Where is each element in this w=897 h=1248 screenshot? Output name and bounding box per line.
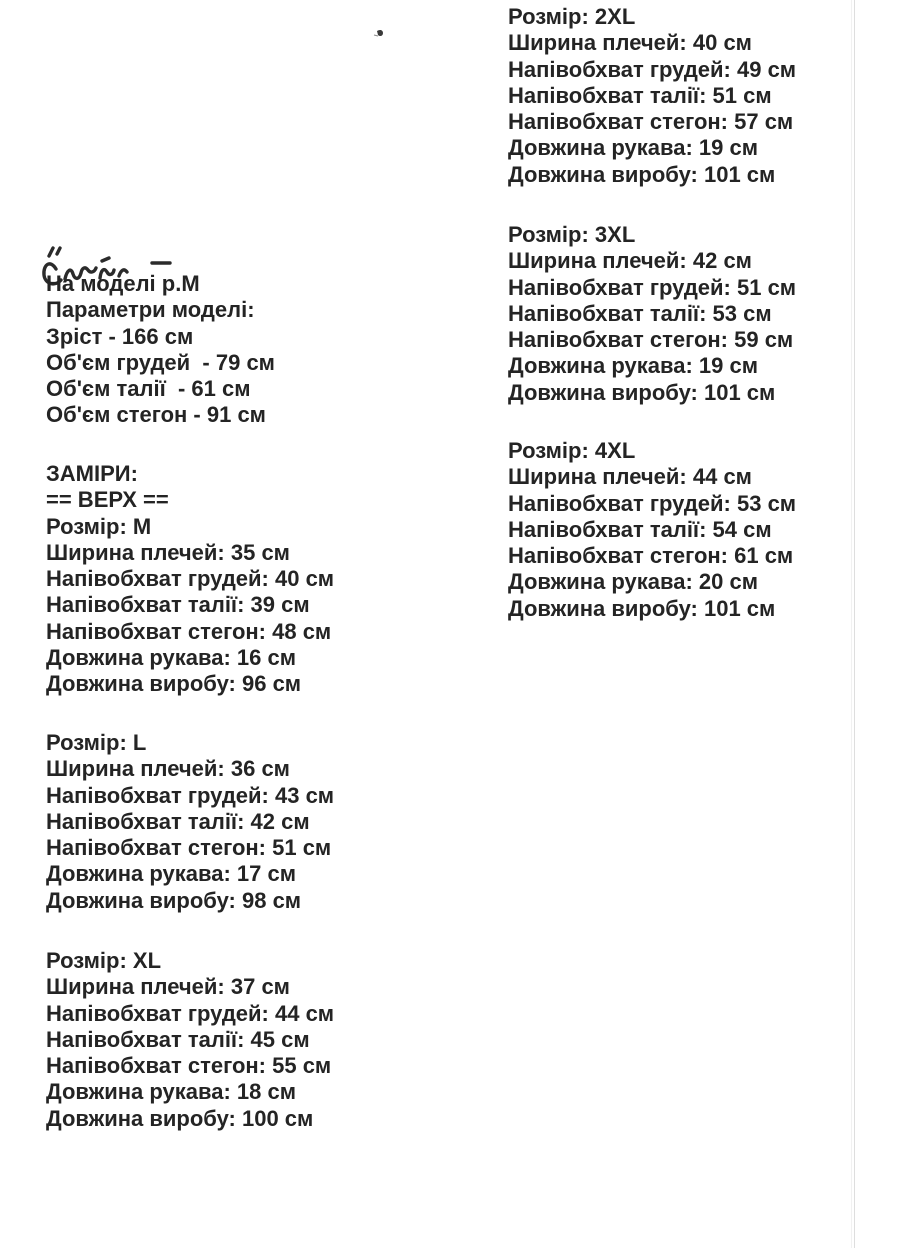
text-line: Об'єм стегон - 91 см xyxy=(46,402,266,428)
text-line: Довжина рукава: 18 см xyxy=(46,1079,297,1105)
text-line: Напівобхват стегон: 57 см xyxy=(508,109,794,135)
text-line: Напівобхват грудей: 51 см xyxy=(508,274,797,300)
text-line: Довжина виробу: 101 см xyxy=(508,379,776,405)
text-line: Довжина виробу: 98 см xyxy=(46,887,302,913)
model-params-block xyxy=(46,271,275,429)
text-line: Довжина виробу: 96 см xyxy=(46,671,302,697)
size-block-xl xyxy=(46,948,334,1132)
text-line: Напівобхват грудей: 53 см xyxy=(508,490,797,516)
text-line: Напівобхват талії: 51 см xyxy=(508,82,772,108)
section-header-top: == ВЕРХ == xyxy=(46,487,169,513)
text-line: Напівобхват талії: 53 см xyxy=(508,300,772,326)
text-line: Довжина рукава: 20 см xyxy=(508,569,759,595)
text-line: Ширина плечей: 44 см xyxy=(508,464,752,490)
size-label: Розмір: XL xyxy=(46,948,162,973)
size-label: Розмір: 2XL xyxy=(508,4,636,29)
text-line: Напівобхват талії: 42 см xyxy=(46,808,310,834)
text-line: Ширина плечей: 36 см xyxy=(46,756,290,782)
text-line: Зріст - 166 см xyxy=(46,323,194,349)
text-line: Об'єм талії - 61 см xyxy=(46,376,251,402)
text-line: Напівобхват талії: 39 см xyxy=(46,592,310,618)
text-line: Напівобхват талії: 45 см xyxy=(46,1026,310,1052)
text-line: Ширина плечей: 35 см xyxy=(46,539,290,565)
page-edge-line-faint xyxy=(851,0,852,1248)
text-line: Напівобхват грудей: 49 см xyxy=(508,56,797,82)
text-line: Довжина рукава: 19 см xyxy=(508,135,759,161)
text-line: Параметри моделі: xyxy=(46,297,255,323)
text-line: Напівобхват стегон: 48 см xyxy=(46,618,332,644)
ink-speck xyxy=(373,27,387,41)
text-line: Довжина рукава: 19 см xyxy=(508,353,759,379)
text-line: Напівобхват стегон: 61 см xyxy=(508,543,794,569)
text-line: Ширина плечей: 37 см xyxy=(46,974,290,1000)
size-label: Розмір: 3XL xyxy=(508,222,636,247)
text-line: Напівобхват стегон: 55 см xyxy=(46,1053,332,1079)
text-line: Довжина виробу: 101 см xyxy=(508,161,776,187)
text-line: Об'єм грудей - 79 см xyxy=(46,349,275,375)
size-label: Розмір: M xyxy=(46,513,152,539)
text-line: Ширина плечей: 40 см xyxy=(508,30,752,56)
page-edge-line xyxy=(854,0,855,1248)
text-line: Напівобхват стегон: 51 см xyxy=(46,835,332,861)
size-block-m xyxy=(46,461,334,698)
text-line: Напівобхват грудей: 40 см xyxy=(46,566,335,592)
size-label: Розмір: L xyxy=(46,730,147,755)
measurements-title: ЗАМІРИ: xyxy=(46,461,138,486)
text-line: Напівобхват талії: 54 см xyxy=(508,516,772,542)
text-line: Довжина рукава: 16 см xyxy=(46,645,297,671)
text-line: Напівобхват грудей: 43 см xyxy=(46,782,335,808)
size-block-l xyxy=(46,730,334,914)
text-line: Довжина рукава: 17 см xyxy=(46,861,297,887)
size-block-4xl xyxy=(508,438,796,622)
text-line: Ширина плечей: 42 см xyxy=(508,248,752,274)
text-line: Довжина виробу: 101 см xyxy=(508,595,776,621)
size-label: Розмір: 4XL xyxy=(508,438,636,463)
size-block-3xl xyxy=(508,222,796,406)
text-line: Напівобхват стегон: 59 см xyxy=(508,327,794,353)
text-line: Довжина виробу: 100 см xyxy=(46,1105,314,1131)
text-line: На моделі р.M xyxy=(46,271,200,296)
size-block-2xl xyxy=(508,4,796,188)
text-line: Напівобхват грудей: 44 см xyxy=(46,1000,335,1026)
